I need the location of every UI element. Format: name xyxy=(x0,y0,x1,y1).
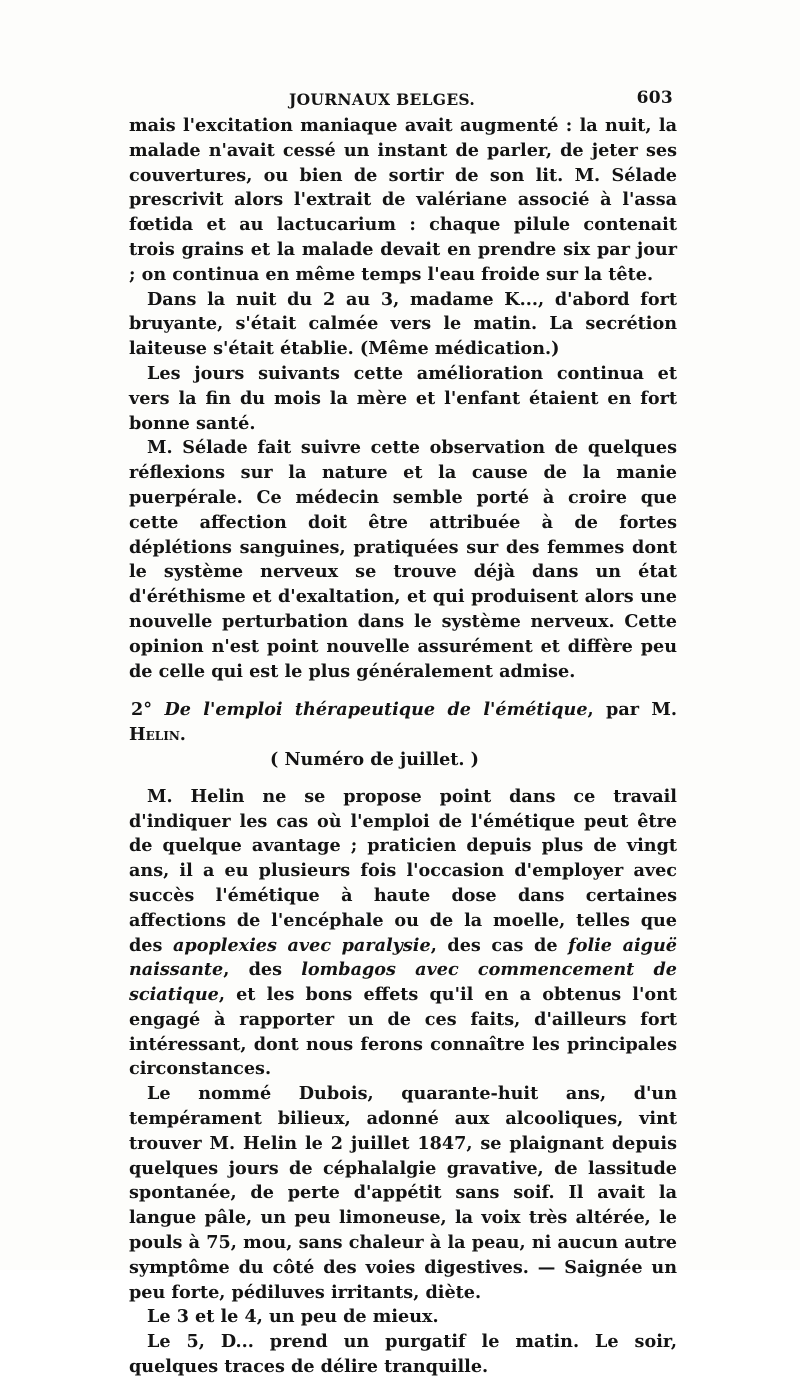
running-title: JOURNAUX BELGES. xyxy=(289,90,476,109)
paragraph xyxy=(129,785,677,1083)
italic-term: lombagos avec commencement de sciatique xyxy=(129,959,677,1006)
text-run: , des xyxy=(223,959,282,981)
section-author: Helin. xyxy=(129,724,186,746)
section-spacer xyxy=(129,684,677,698)
section-number: 2° xyxy=(131,699,153,721)
section-by: , par M. xyxy=(587,699,677,721)
body-text xyxy=(129,114,677,1380)
text-run: , des cas de xyxy=(430,934,558,956)
section-subheading: ( Numéro de juillet. ) xyxy=(270,748,479,770)
paragraph: Le 5, D... prend un purgatif le matin. Le soir, quelques traces de délire tranquille. xyxy=(129,1331,677,1378)
italic-term: folie aiguë naissante xyxy=(129,934,677,981)
section-heading xyxy=(129,698,677,748)
paragraph: Dans la nuit du 2 au 3, madame K..., d'abord fort bruyante, s'était calmée vers le matin. La secrétion laiteuse s'était établie. (Même médication.) xyxy=(129,288,677,360)
paragraph: mais l'excitation maniaque avait augmenté : la nuit, la malade n'avait cessé un instant de parler, de jeter ses couvertures, ou bien de sortir de son lit. M. Sélade prescrivit alors l'extrait de valériane associé à l'assa fœtida et au lactucarium : chaque pilule contenait trois grains et la malade devait en prendre six par jour ; on continua en même temps l'eau froide sur la tête. xyxy=(129,115,677,285)
text-block xyxy=(129,86,677,1380)
italic-term: apoplexies avec paralysie xyxy=(173,934,431,956)
paragraph: Le 3 et le 4, un peu de mieux. xyxy=(147,1306,439,1328)
paragraph: M. Sélade fait suivre cette observation de quelques réflexions sur la nature et la cause de la manie puerpérale. Ce médecin semble porté à croire que cette affection doit être attribuée à de fortes déplétions sanguines, pratiquées sur des femmes dont le système nerveux se trouve déjà dans un état d'éréthisme et d'exaltation, et qui produisent alors une nouvelle perturbation dans le système nerveux. Cette opinion n'est point nouvelle assurément et diffère peu de celle qui est le plus généralement admise. xyxy=(129,437,677,682)
running-head xyxy=(129,86,677,114)
section-title: De l'emploi thérapeutique de l'émétique xyxy=(164,699,588,721)
page-number: 603 xyxy=(636,88,673,108)
paragraph: Le nommé Dubois, quarante-huit ans, d'un tempérament bilieux, adonné aux alcooliques, vint trouver M. Helin le 2 juillet 1847, se plaignant depuis quelques jours de céphalalgie gravative, de lassitude spontanée, de perte d'appétit sans soif. Il avait la langue pâle, un peu limoneuse, la voix très altérée, le pouls à 75, mou, sans chaleur à la peau, ni aucun autre symptôme du côté des voies digestives. — Saignée un peu forte, pédiluves irritants, diète. xyxy=(129,1083,677,1303)
text-run: M. Helin ne se propose point dans ce travail d'indiquer les cas où l'emploi de l'émétique peut être de quelque avantage ; praticien depuis plus de vingt ans, il a eu plusieurs fois l'occasion d'employer avec succès l'émétique à haute dose dans certaines affections de l'encéphale ou de la moelle, telles que des xyxy=(129,785,677,956)
paragraph: Les jours suivants cette amélioration continua et vers la fin du mois la mère et l'enfant étaient en fort bonne santé. xyxy=(129,362,677,434)
text-run: , et les bons effets qu'il en a obtenus l'ont engagé à rapporter un de ces faits, d'ailleurs fort intéressant, dont nous ferons connaître les principales circonstances. xyxy=(129,984,677,1080)
